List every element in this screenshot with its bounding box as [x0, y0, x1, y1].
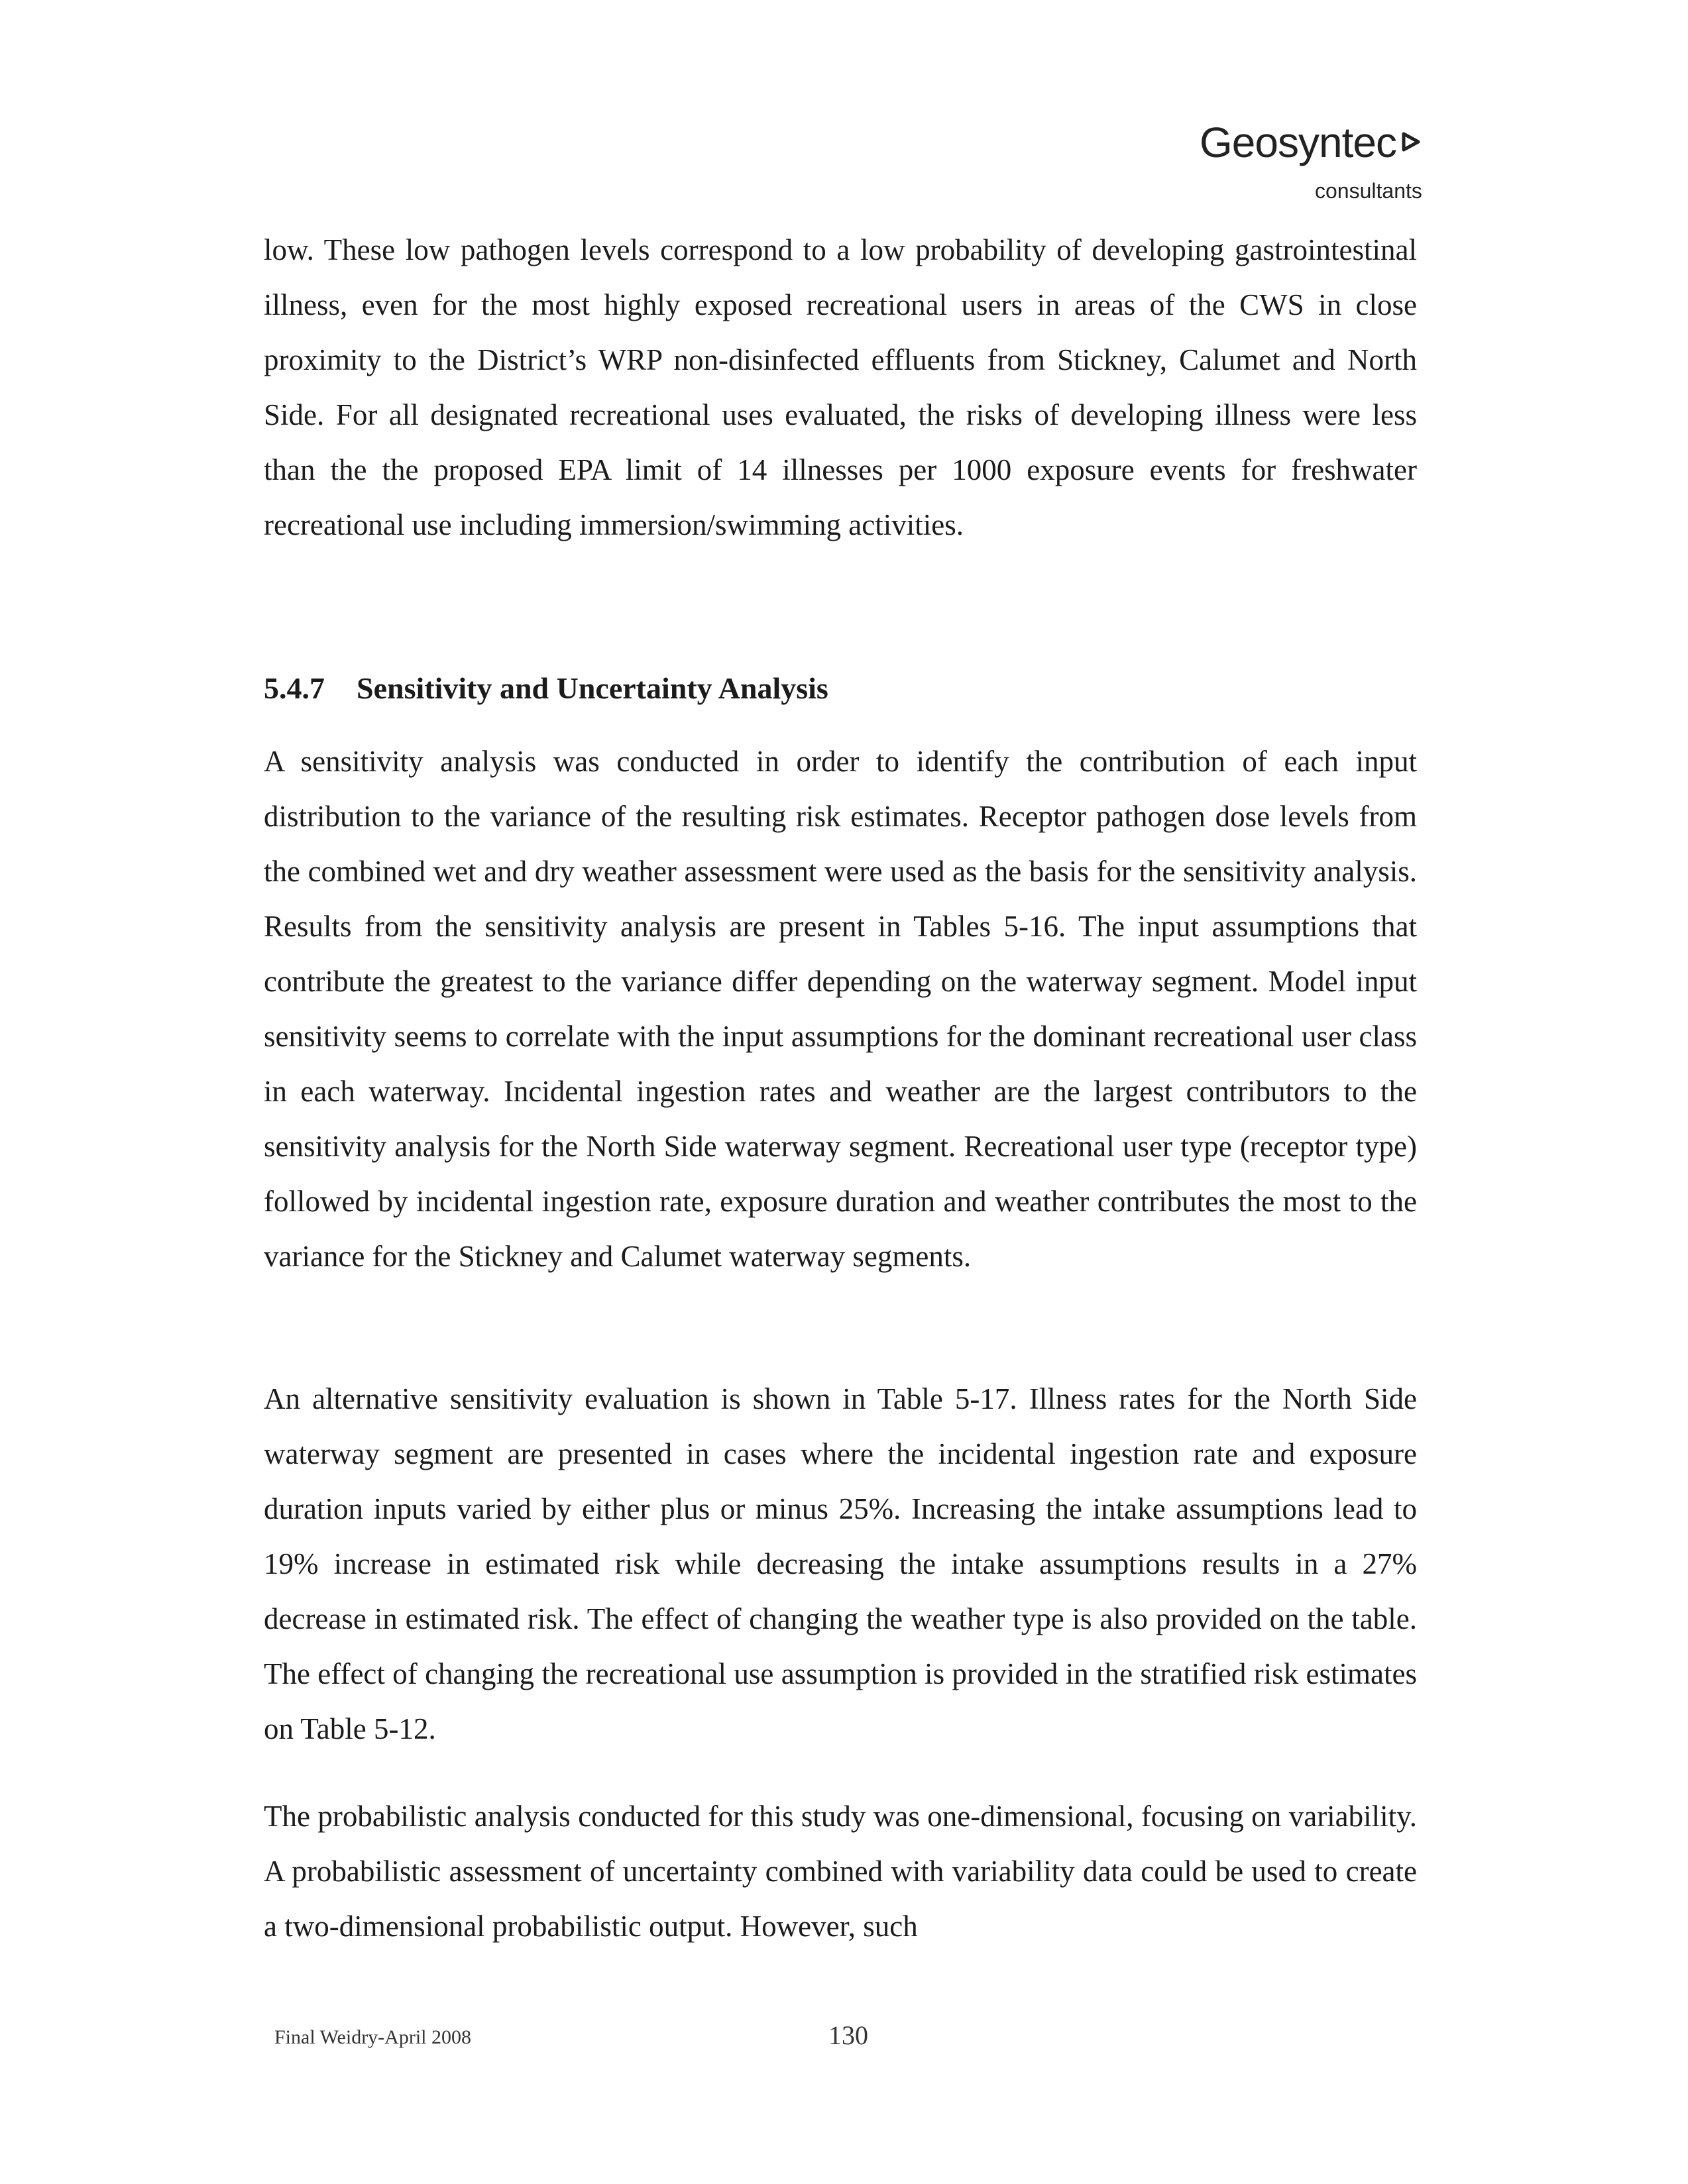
paragraph-alternative-evaluation: An alternative sensitivity evaluation is shown in Table 5-17. Illness rates for the North Side waterway segment are presented in cases where the incidental ingestion rate and exposure duration inputs varied by either plus or minus 25%. Increasing the intake assumptions lead to 19% increase in estimated risk while decreasing the intake assumptions results in a 27% decrease in estimated risk. The effect of changing the weather type is also provided on the table. The effect of changing the recreational use assumption is provided in the stratified risk estimates on Table 5-12. — [264, 1382, 1417, 1745]
logo-name: Geosyntec — [1200, 119, 1396, 166]
triangle-mark-icon — [1400, 131, 1421, 152]
logo-subtitle: consultants — [1315, 179, 1422, 203]
paragraph-continuation: low. These low pathogen levels correspond to a low probability of developing gastrointestinal illness, even for the most highly exposed recreational users in areas of the CWS in close proximity to the District’s WRP non-disinfected effluents from Stickney, Calumet and North Side. For all designated recreational uses evaluated, the risks of developing illness were less than the the proposed EPA limit of 14 illnesses per 1000 exposure events for freshwater recreational use including immersion/swimming activities. — [264, 233, 1417, 541]
section-number: 5.4.7 — [264, 671, 325, 705]
section-heading — [264, 671, 828, 706]
section-title: Sensitivity and Uncertainty Analysis — [357, 671, 828, 705]
paragraph-probabilistic: The probabilistic analysis conducted for this study was one-dimensional, focusing on variability. A probabilistic assessment of uncertainty combined with variability data could be used to create a two-dimensional probabilistic output. However, such — [264, 1800, 1417, 1943]
page-number: 130 — [828, 2020, 868, 2050]
paragraph-sensitivity: A sensitivity analysis was conducted in order to identify the contribution of each input distribution to the variance of the resulting risk estimates. Receptor pathogen dose levels from the combined wet and dry weather assessment were used as the basis for the sensitivity analysis. Results from the sensitivity analysis are present in Tables 5-16. The input assumptions that contribute the greatest to the variance differ depending on the waterway segment. Model input sensitivity seems to correlate with the input assumptions for the dominant recreational user class in each waterway. Incidental ingestion rates and weather are the largest contributors to the sensitivity analysis for the North Side waterway segment. Recreational user type (receptor type) followed by incidental ingestion rate, exposure duration and weather contributes the most to the variance for the Stickney and Calumet waterway segments. — [264, 745, 1417, 1273]
footer-document-label: Final Weidry-April 2008 — [274, 2026, 471, 2048]
company-logo — [1200, 118, 1465, 211]
